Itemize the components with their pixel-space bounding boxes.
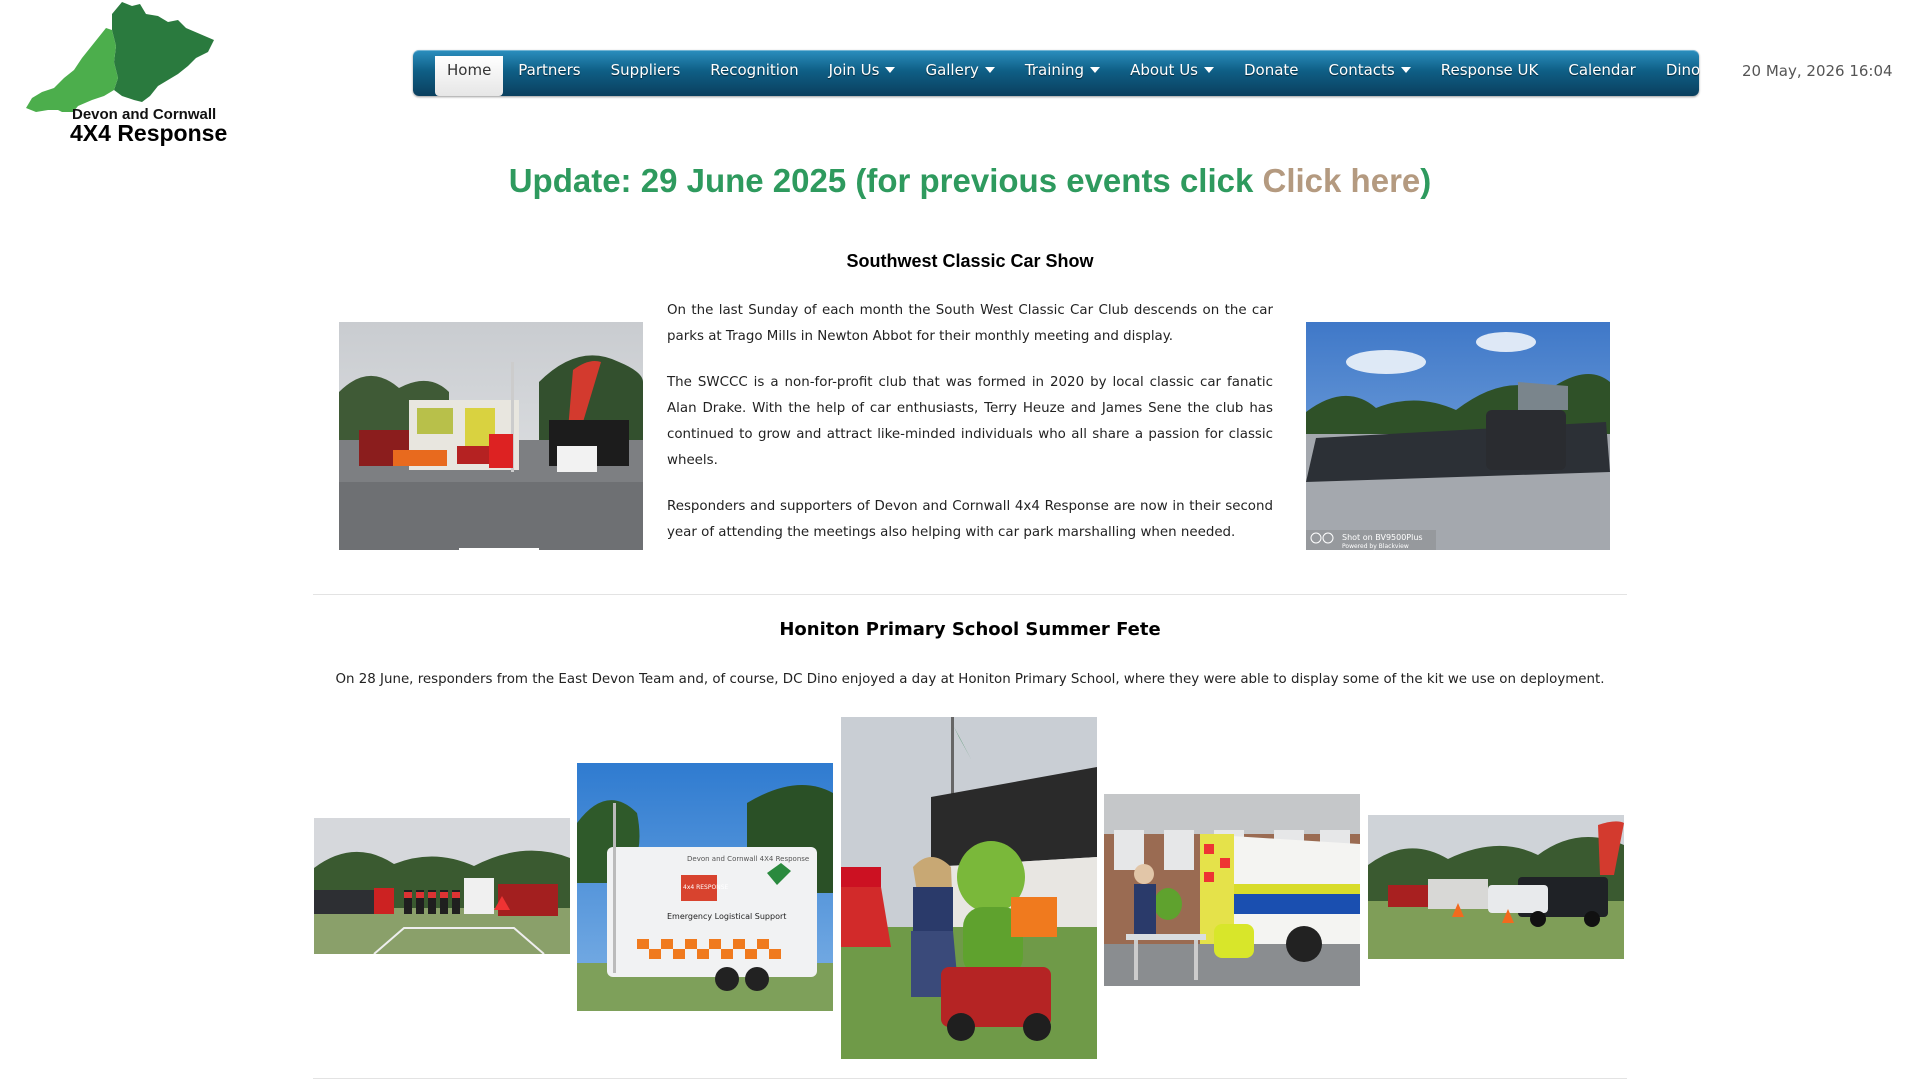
nav-recognition[interactable] bbox=[695, 53, 813, 93]
car-show-photo-right[interactable] bbox=[1306, 322, 1610, 550]
chevron-down-icon bbox=[985, 67, 995, 73]
update-heading bbox=[0, 162, 1920, 200]
description-paragraph: On the last Sunday of each month the South West Classic Car Club descends on the car parks at Trago Mills in Newton Abbot for their monthly meeting and display. bbox=[667, 303, 1273, 344]
nav-item-label: Calendar bbox=[1568, 61, 1636, 79]
trailer-text-badge: 4x4 RESPONSE bbox=[683, 884, 729, 891]
nav-item-label: Join Us bbox=[828, 61, 880, 79]
nav-suppliers[interactable] bbox=[596, 53, 696, 93]
nav-item-label: Partners bbox=[518, 61, 581, 79]
classic-car-show-description bbox=[667, 298, 1273, 566]
main-navigation bbox=[413, 50, 1699, 96]
nav-item-label: Response UK bbox=[1440, 61, 1539, 79]
nav-home[interactable] bbox=[435, 56, 503, 96]
update-heading-text: Update: 29 June 2025 (for previous events click bbox=[508, 162, 1263, 199]
nav-donate[interactable] bbox=[1229, 53, 1314, 93]
section-divider-bottom bbox=[313, 1078, 1627, 1079]
summer-fete-description: On 28 June, responders from the East Devon Team and, of course, DC Dino enjoyed a day at Honiton Primary School, where they were able to display some of the kit we use on deployment. bbox=[335, 672, 1605, 687]
nav-join-us[interactable] bbox=[814, 53, 911, 93]
nav-dino[interactable] bbox=[1651, 53, 1715, 93]
site-logo[interactable] bbox=[18, 0, 238, 150]
nav-item-label: Recognition bbox=[710, 61, 799, 79]
devon-cornwall-map-icon bbox=[18, 0, 218, 112]
nav-training[interactable] bbox=[1010, 53, 1115, 93]
photo-watermark-line1: Shot on BV9500Plus bbox=[1342, 533, 1423, 542]
chevron-down-icon bbox=[1090, 67, 1100, 73]
summer-fete-title: Honiton Primary School Summer Fete bbox=[779, 619, 1161, 640]
nav-item-label: Contacts bbox=[1328, 61, 1395, 79]
nav-item-label: About Us bbox=[1130, 61, 1198, 79]
nav-calendar[interactable] bbox=[1553, 53, 1650, 93]
chevron-down-icon bbox=[1204, 67, 1214, 73]
fete-gallery-photo-2[interactable] bbox=[577, 763, 833, 1011]
chevron-down-icon bbox=[885, 67, 895, 73]
description-paragraph: Responders and supporters of Devon and Cornwall 4x4 Response are now in their second year of attending the meetings also helping with car park marshalling when needed. bbox=[667, 499, 1273, 540]
description-paragraph: The SWCCC is a non-for-profit club that was formed in 2020 by local classic car fanatic Alan Drake. With the help of car enthusiasts, Terry Heuze and James Sene the club has continued to grow and attract like-minded individuals who all share a passion for classic wheels. bbox=[667, 375, 1273, 468]
trailer-text-support: Emergency Logistical Support bbox=[667, 912, 787, 921]
section-divider bbox=[313, 594, 1627, 595]
nav-item-label: Home bbox=[447, 61, 492, 79]
nav-response-uk[interactable] bbox=[1426, 53, 1554, 93]
photo-watermark-line2: Powered by Blackview bbox=[1342, 543, 1409, 550]
logo-text-devon-cornwall: Devon and Cornwall bbox=[72, 106, 217, 123]
car-show-photo-left[interactable] bbox=[339, 322, 643, 550]
nav-about-us[interactable] bbox=[1115, 53, 1229, 93]
fete-gallery-photo-5[interactable] bbox=[1368, 815, 1624, 959]
trailer-text-org: Devon and Cornwall 4X4 Response bbox=[687, 855, 810, 863]
update-heading-suffix: ) bbox=[1420, 162, 1432, 199]
nav-contacts[interactable] bbox=[1314, 53, 1426, 93]
nav-item-label: Training bbox=[1024, 61, 1085, 79]
previous-events-link[interactable]: Click here bbox=[1262, 162, 1421, 199]
nav-gallery[interactable] bbox=[910, 53, 1009, 93]
nav-item-label: Suppliers bbox=[610, 61, 681, 79]
logo-text-4x4-response: 4X4 Response bbox=[70, 120, 228, 146]
fete-gallery-photo-1[interactable] bbox=[314, 818, 570, 954]
fete-gallery-photo-4[interactable] bbox=[1104, 794, 1360, 986]
nav-partners[interactable] bbox=[503, 53, 595, 93]
chevron-down-icon bbox=[1401, 67, 1411, 73]
current-datetime: 20 May, 2026 16:04 bbox=[1742, 62, 1893, 80]
nav-item-label: Dino bbox=[1665, 61, 1701, 79]
classic-car-show-title: Southwest Classic Car Show bbox=[846, 251, 1094, 271]
fete-gallery-photo-3[interactable] bbox=[841, 717, 1097, 1059]
nav-item-label: Gallery bbox=[925, 61, 979, 79]
nav-item-label: Donate bbox=[1244, 61, 1299, 79]
